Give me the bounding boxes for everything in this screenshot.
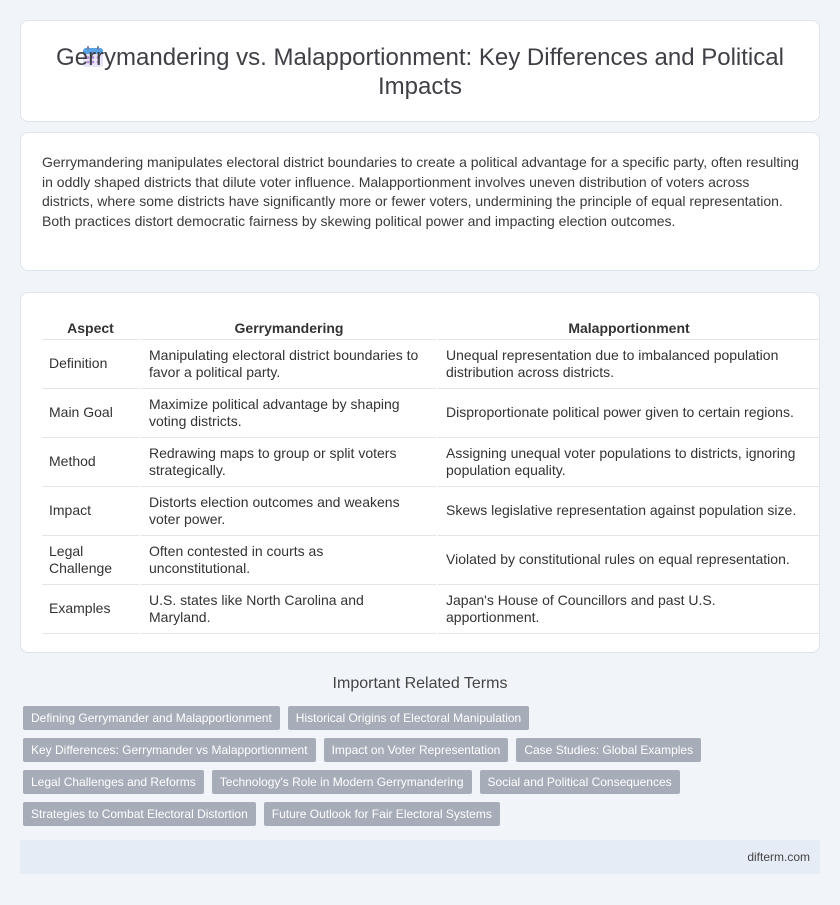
related-tag[interactable]: Future Outlook for Fair Electoral Systems xyxy=(264,802,500,826)
intro-card xyxy=(20,132,820,271)
related-terms-tags xyxy=(23,706,813,834)
comparison-table xyxy=(42,312,819,634)
row-gerrymandering: Often contested in courts as unconstitutional. xyxy=(139,536,436,585)
table-header-row xyxy=(42,312,819,340)
table-row xyxy=(42,389,819,438)
row-malapportionment: Assigning unequal voter populations to districts, ignoring population equality. xyxy=(436,438,819,487)
tag-row xyxy=(23,802,813,826)
row-malapportionment: Violated by constitutional rules on equal representation. xyxy=(436,536,819,585)
footer-bar xyxy=(20,840,820,874)
related-tag[interactable]: Social and Political Consequences xyxy=(480,770,680,794)
related-tag[interactable]: Strategies to Combat Electoral Distortion xyxy=(23,802,256,826)
row-malapportionment: Japan's House of Councillors and past U.S. apportionment. xyxy=(436,585,819,634)
related-terms-heading: Important Related Terms xyxy=(332,675,508,692)
related-tag[interactable]: Historical Origins of Electoral Manipulation xyxy=(288,706,529,730)
table-row xyxy=(42,438,819,487)
related-tag[interactable]: Legal Challenges and Reforms xyxy=(23,770,204,794)
table-row xyxy=(42,536,819,585)
row-malapportionment: Skews legislative representation against population size. xyxy=(436,487,819,536)
table-row xyxy=(42,585,819,634)
row-malapportionment: Unequal representation due to imbalanced population distribution across districts. xyxy=(436,340,819,389)
row-gerrymandering: Redrawing maps to group or split voters strategically. xyxy=(139,438,436,487)
header-card xyxy=(20,20,820,122)
row-gerrymandering: Manipulating electoral district boundaries to favor a political party. xyxy=(139,340,436,389)
related-tag[interactable]: Technology's Role in Modern Gerrymandering xyxy=(212,770,472,794)
related-tag[interactable]: Case Studies: Global Examples xyxy=(516,738,701,762)
row-aspect: Impact xyxy=(42,487,139,536)
row-aspect: Legal Challenge xyxy=(42,536,139,585)
row-aspect: Examples xyxy=(42,585,139,634)
table-row xyxy=(42,340,819,389)
row-aspect: Main Goal xyxy=(42,389,139,438)
page-title: Gerrymandering vs. Malapportionment: Key Differences and Political Impacts xyxy=(56,44,784,100)
comparison-table-card xyxy=(20,292,820,653)
related-tag[interactable]: Key Differences: Gerrymander vs Malapportionment xyxy=(23,738,316,762)
header-aspect: Aspect xyxy=(42,312,139,340)
row-aspect: Method xyxy=(42,438,139,487)
tag-row xyxy=(23,738,813,762)
intro-paragraph: Gerrymandering manipulates electoral district boundaries to create a political advantage for a specific party, often resulting in oddly shaped districts that dilute voter influence. Malapportionment involves uneven distribution of voters across districts, where some districts have significantly more or fewer voters, undermining the principle of equal representation. Both practices distort democratic fairness by skewing political power and impacting election outcomes. xyxy=(42,154,799,229)
header-gerrymandering: Gerrymandering xyxy=(139,312,436,340)
tag-row xyxy=(23,770,813,794)
row-gerrymandering: Maximize political advantage by shaping voting districts. xyxy=(139,389,436,438)
row-gerrymandering: U.S. states like North Carolina and Maryland. xyxy=(139,585,436,634)
related-tag[interactable]: Impact on Voter Representation xyxy=(324,738,509,762)
row-malapportionment: Disproportionate political power given to certain regions. xyxy=(436,389,819,438)
footer-site-link[interactable]: difterm.com xyxy=(747,850,810,864)
related-tag[interactable]: Defining Gerrymander and Malapportionment xyxy=(23,706,280,730)
table-row xyxy=(42,487,819,536)
header-malapportionment: Malapportionment xyxy=(436,312,819,340)
row-gerrymandering: Distorts election outcomes and weakens voter power. xyxy=(139,487,436,536)
tag-row xyxy=(23,706,813,730)
row-aspect: Definition xyxy=(42,340,139,389)
